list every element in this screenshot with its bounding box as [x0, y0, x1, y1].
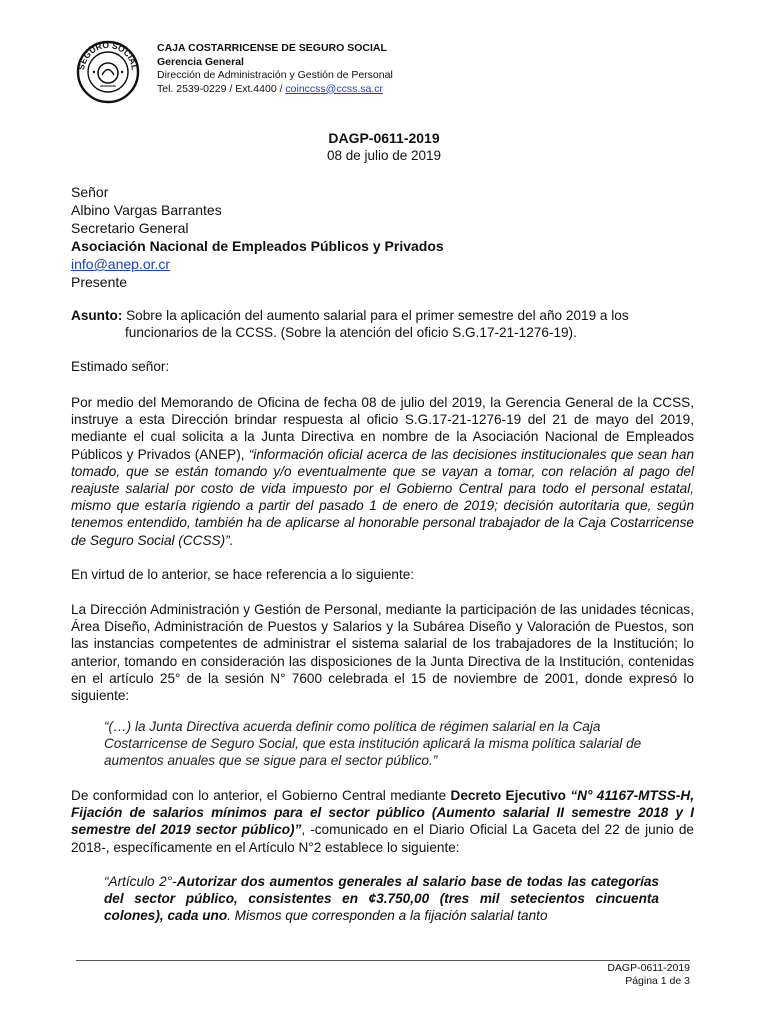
- quote-articulo-2: [104, 873, 659, 925]
- paragraph-4: [71, 787, 694, 856]
- quote-junta-directiva: “(…) la Junta Directiva acuerda definir como política de régimen salarial en la Caja Costarricense de Seguro Social, que esta institución aplicará la misma política salarial de aumentos anuales que se sigue para el sector público.”: [104, 719, 642, 769]
- greeting: Estimado señor:: [71, 359, 170, 374]
- recipient-role: Secretario General: [71, 220, 189, 236]
- paragraph-4-text-a: De conformidad con lo anterior, el Gobierno Central mediante: [71, 788, 451, 803]
- presente: Presente: [71, 274, 128, 290]
- paragraph-4-text-b: , -comunicado en el Diario Oficial La Gaceta del 22 de junio de 2018-, específicamente en el Artículo N°2 establece lo siguiente:: [71, 822, 694, 855]
- paragraph-3: La Dirección Administración y Gestión de Personal, mediante la participación de las unidades técnicas, Área Diseño, Administración de Puestos y Salarios y la Subárea Diseño y Valoración de Puestos, son las instancias competentes de administrar el sistema salarial de los trabajadores de la Institución; lo anterior, tomando en consideración las disposiciones de la Junta Directiva de la Institución, contenidas en el artículo 25° de la sesión N° 7600 celebrada el 15 de noviembre de 2001, donde expresó lo siguiente:: [71, 602, 694, 704]
- org-name: CAJA COSTARRICENSE DE SEGURO SOCIAL: [157, 42, 387, 54]
- email-link[interactable]: coinccss@ccss.sa.cr: [285, 82, 384, 95]
- paragraph-1: [71, 394, 694, 549]
- recipient-name: Albino Vargas Barrantes: [71, 202, 222, 218]
- gerencia-name: Gerencia General: [157, 55, 244, 68]
- footer: [607, 962, 690, 988]
- quote-articulo-2-rest: . Mismos que corresponden a la fijación salarial tanto: [227, 908, 548, 924]
- salutation: Señor: [71, 184, 109, 200]
- asunto-paragraph: [71, 307, 694, 341]
- quote-articulo-2-bold: Autorizar dos aumentos generales al salario base de todas las categorías del sector público, consistentes en ¢3.750,00 (tres mil setecientos cincuenta colones), cada uno: [104, 874, 659, 924]
- ccss-seal-logo: [76, 40, 140, 104]
- asunto-label: Asunto:: [71, 308, 123, 323]
- footer-divider: [76, 960, 690, 961]
- contact-line: [157, 83, 393, 97]
- quote-articulo-2-label: “Artículo 2°-: [104, 874, 177, 889]
- document-date: 08 de julio de 2019: [326, 148, 442, 163]
- direccion-name: Dirección de Administración y Gestión de Personal: [157, 69, 393, 81]
- asunto-line2: funcionarios de la CCSS. (Sobre la atención del oficio S.G.17-21-1276-19).: [125, 325, 577, 341]
- letterhead: [157, 42, 393, 96]
- tel-text: Tel. 2539-0229 / Ext.4400 /: [157, 82, 286, 95]
- paragraph-1-text: Por medio del Memorando de Oficina de fecha 08 de julio del 2019, la Gerencia General de la CCSS, instruye a esta Dirección brindar respuesta al oficio S.G.17-21-1276-19 del 21 de mayo del 2019, mediante el cual solicita a la Junta Directiva en nombre de la Asociación Nacional de Empleados Públicos y Privados (ANEP),: [71, 395, 694, 462]
- paragraph-1-quote: “información oficial acerca de las decisiones institucionales que sean han tomado, que se están tomando y/o eventualmente que se vayan a tomar, con relación al pago del reajuste salarial por costo de vida impuesto por el Gobierno Central para todo el personal estatal, mismo que estaría rigiendo a partir del pasado 1 de enero de 2019; decisión autoritaria que, según tenemos entendido, también ha de aplicarse al honorable personal trabajador de la Caja Costarricense de Seguro Social (CCSS)”.: [71, 446, 695, 548]
- paragraph-4-decree-title: “N° 41167-MTSS-H, Fijación de salarios mínimos para el sector público (Aumento salarial II semestre 2018 y I semestre del 2019 sector público)”: [71, 788, 694, 838]
- recipient-org: Asociación Nacional de Empleados Públicos y Privados: [71, 238, 444, 254]
- svg-text:SEGURO SOCIAL: SEGURO SOCIAL: [76, 40, 140, 71]
- recipient-email-link[interactable]: info@anep.or.cr: [71, 256, 171, 272]
- recipient-block: [71, 183, 444, 291]
- footer-page-number: Página 1 de 3: [625, 975, 690, 987]
- asunto-line1: Sobre la aplicación del aumento salarial para el primer semestre del año 2019 a los: [122, 308, 629, 323]
- paragraph-2: En virtud de lo anterior, se hace referencia a lo siguiente:: [71, 567, 415, 582]
- document-reference: DAGP-0611-2019: [328, 130, 440, 146]
- footer-reference: DAGP-0611-2019: [607, 962, 690, 974]
- paragraph-4-decree: Decreto Ejecutivo: [450, 788, 571, 803]
